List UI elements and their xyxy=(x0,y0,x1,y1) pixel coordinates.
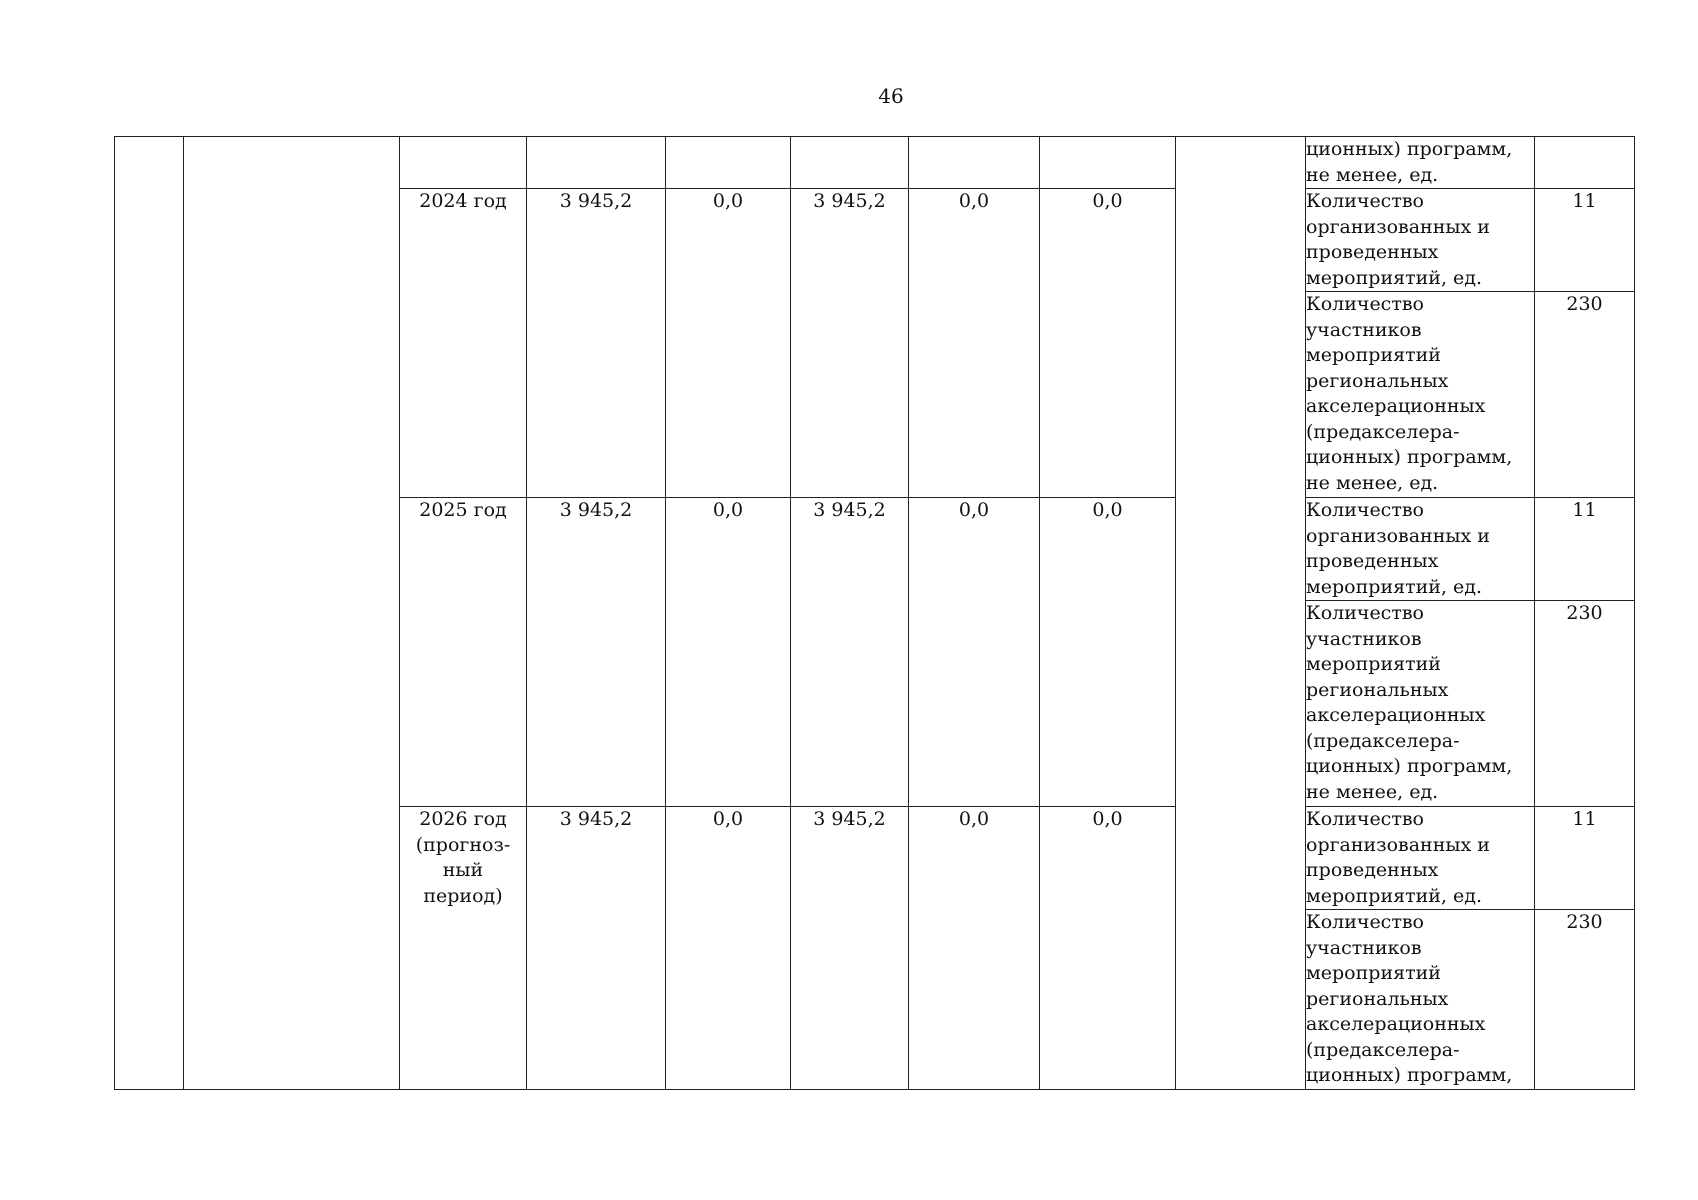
cell-year xyxy=(400,807,527,1090)
cell-executor-column xyxy=(1176,137,1306,1090)
cell-col2 xyxy=(666,189,791,498)
col2-value: 0,0 xyxy=(712,499,744,521)
indicator-events xyxy=(1306,498,1535,601)
indicator-participants-text: Количество участников мероприятий региональных акселерационных (предакселера- ционных) программ, не менее, ед. xyxy=(1306,602,1513,803)
col2-value: 0,0 xyxy=(712,808,744,830)
cell-year-empty xyxy=(400,137,527,189)
events-value: 11 xyxy=(1572,190,1597,212)
cell-year xyxy=(400,498,527,807)
col3-value: 3 945,2 xyxy=(813,808,886,830)
cell-col5 xyxy=(1040,498,1176,807)
indicator-events-value xyxy=(1535,189,1635,292)
indicator-participants-text: Количество участников мероприятий региональных акселерационных (предакселера- ционных) программ, xyxy=(1306,911,1513,1086)
events-value: 11 xyxy=(1572,499,1597,521)
cell-total xyxy=(527,498,666,807)
cell-col3-empty xyxy=(791,137,909,189)
cell-col3 xyxy=(791,498,909,807)
col2-value: 0,0 xyxy=(712,190,744,212)
cell-col3 xyxy=(791,807,909,1090)
participants-value: 230 xyxy=(1566,911,1603,933)
participants-value: 230 xyxy=(1566,602,1603,624)
indicator-events xyxy=(1306,807,1535,910)
cell-total-empty xyxy=(527,137,666,189)
col4-value: 0,0 xyxy=(958,190,990,212)
total-value: 3 945,2 xyxy=(559,499,633,521)
events-value: 11 xyxy=(1572,808,1597,830)
total-value: 3 945,2 xyxy=(559,190,633,212)
cell-number-column xyxy=(115,137,184,1090)
indicator-participants xyxy=(1306,910,1535,1090)
cell-col2-empty xyxy=(666,137,791,189)
col5-value: 0,0 xyxy=(1092,190,1123,212)
indicator-events-value xyxy=(1535,498,1635,601)
cell-col2 xyxy=(666,807,791,1090)
indicator-carry-over-text: ционных) программ, не менее, ед. xyxy=(1306,138,1513,186)
col5-value: 0,0 xyxy=(1092,808,1123,830)
indicator-events-text: Количество организованных и проведенных мероприятий, ед. xyxy=(1306,190,1490,289)
cell-col5-empty xyxy=(1040,137,1176,189)
table-row-continuation xyxy=(115,137,1635,189)
col5-value: 0,0 xyxy=(1092,499,1123,521)
col4-value: 0,0 xyxy=(958,499,990,521)
cell-total xyxy=(527,807,666,1090)
cell-col5 xyxy=(1040,189,1176,498)
indicator-participants-value xyxy=(1535,910,1635,1090)
indicator-events-text: Количество организованных и проведенных мероприятий, ед. xyxy=(1306,499,1490,598)
col3-value: 3 945,2 xyxy=(813,499,886,521)
cell-name-column xyxy=(184,137,400,1090)
page-number: 46 xyxy=(878,84,904,108)
cell-col4 xyxy=(909,189,1040,498)
indicator-carry-over xyxy=(1306,137,1535,189)
cell-year xyxy=(400,189,527,498)
indicator-participants xyxy=(1306,601,1535,807)
indicator-participants xyxy=(1306,292,1535,498)
col3-value: 3 945,2 xyxy=(813,190,886,212)
col4-value: 0,0 xyxy=(958,808,990,830)
indicator-participants-value xyxy=(1535,292,1635,498)
indicator-participants-value xyxy=(1535,601,1635,807)
indicator-carry-over-value xyxy=(1535,137,1635,189)
indicator-events xyxy=(1306,189,1535,292)
cell-col4-empty xyxy=(909,137,1040,189)
cell-col5 xyxy=(1040,807,1176,1090)
participants-value: 230 xyxy=(1566,293,1603,315)
total-value: 3 945,2 xyxy=(559,808,633,830)
year-label: 2025 год xyxy=(419,499,507,521)
cell-col2 xyxy=(666,498,791,807)
budget-table xyxy=(114,136,1635,1090)
cell-col4 xyxy=(909,498,1040,807)
cell-col3 xyxy=(791,189,909,498)
indicator-events-value xyxy=(1535,807,1635,910)
cell-col4 xyxy=(909,807,1040,1090)
year-label: 2024 год xyxy=(419,190,507,212)
indicator-events-text: Количество организованных и проведенных мероприятий, ед. xyxy=(1306,808,1490,907)
indicator-participants-text: Количество участников мероприятий региональных акселерационных (предакселера- ционных) программ, не менее, ед. xyxy=(1306,293,1513,494)
year-label: 2026 год (прогноз- ный период) xyxy=(415,808,511,907)
cell-total xyxy=(527,189,666,498)
